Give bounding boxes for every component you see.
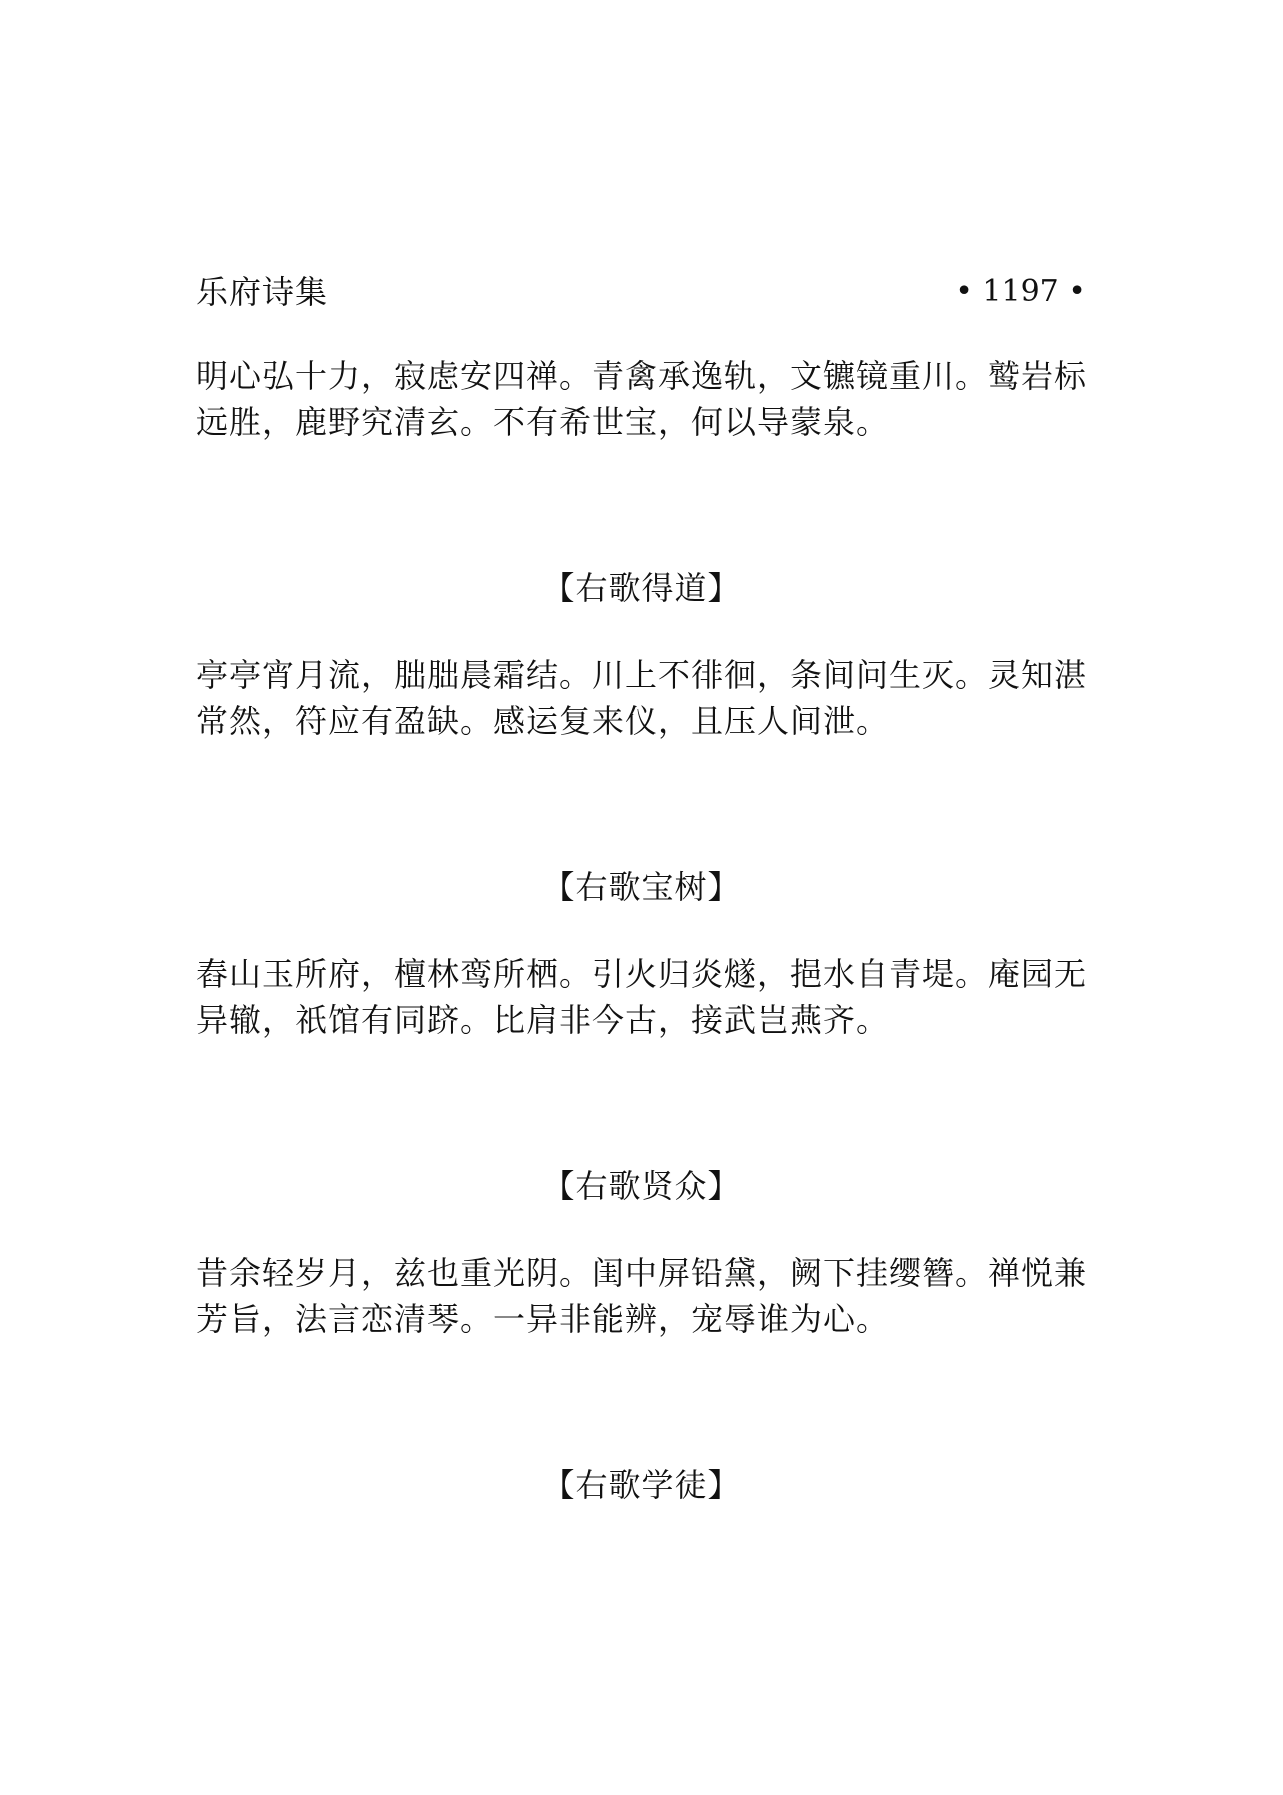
- poem-line: 芳旨，法言恋清琴。一异非能辨，宠辱谁为心。: [196, 1300, 890, 1338]
- poem-line: 亭亭宵月流，朏朏晨霜结。川上不徘徊，条间问生灭。灵知湛: [196, 656, 1088, 694]
- poem-block-2: [196, 652, 1096, 744]
- poem-block-1: [196, 353, 1096, 445]
- section-heading-1: 【右歌得道】: [542, 569, 741, 607]
- poem-line: 异辙，祇馆有同跻。比肩非今古，接武岂燕齐。: [196, 1001, 890, 1039]
- poem-line: 常然，符应有盈缺。感运复来仪，且压人间泄。: [196, 702, 890, 740]
- section-heading-4: 【右歌学徒】: [542, 1466, 741, 1504]
- section-heading-2: 【右歌宝树】: [542, 868, 741, 906]
- poem-line: 舂山玉所府，檀林鸾所栖。引火归炎燧，挹水自青堤。庵园无: [196, 955, 1088, 993]
- book-title: 乐府诗集: [196, 273, 329, 311]
- page-header: [196, 270, 1086, 314]
- poem-block-4: [196, 1250, 1096, 1342]
- poem-block-3: [196, 951, 1096, 1043]
- section-heading-3: 【右歌贤众】: [542, 1167, 741, 1205]
- poem-line: 远胜，鹿野究清玄。不有希世宝，何以导蒙泉。: [196, 403, 890, 441]
- page-number: • 1197 •: [955, 274, 1086, 309]
- poem-line: 明心弘十力，寂虑安四禅。青禽承逸轨，文镳镜重川。鹫岩标: [196, 357, 1088, 395]
- poem-line: 昔余轻岁月，兹也重光阴。闺中屏铅黛，阙下挂缨簪。禅悦兼: [196, 1254, 1088, 1292]
